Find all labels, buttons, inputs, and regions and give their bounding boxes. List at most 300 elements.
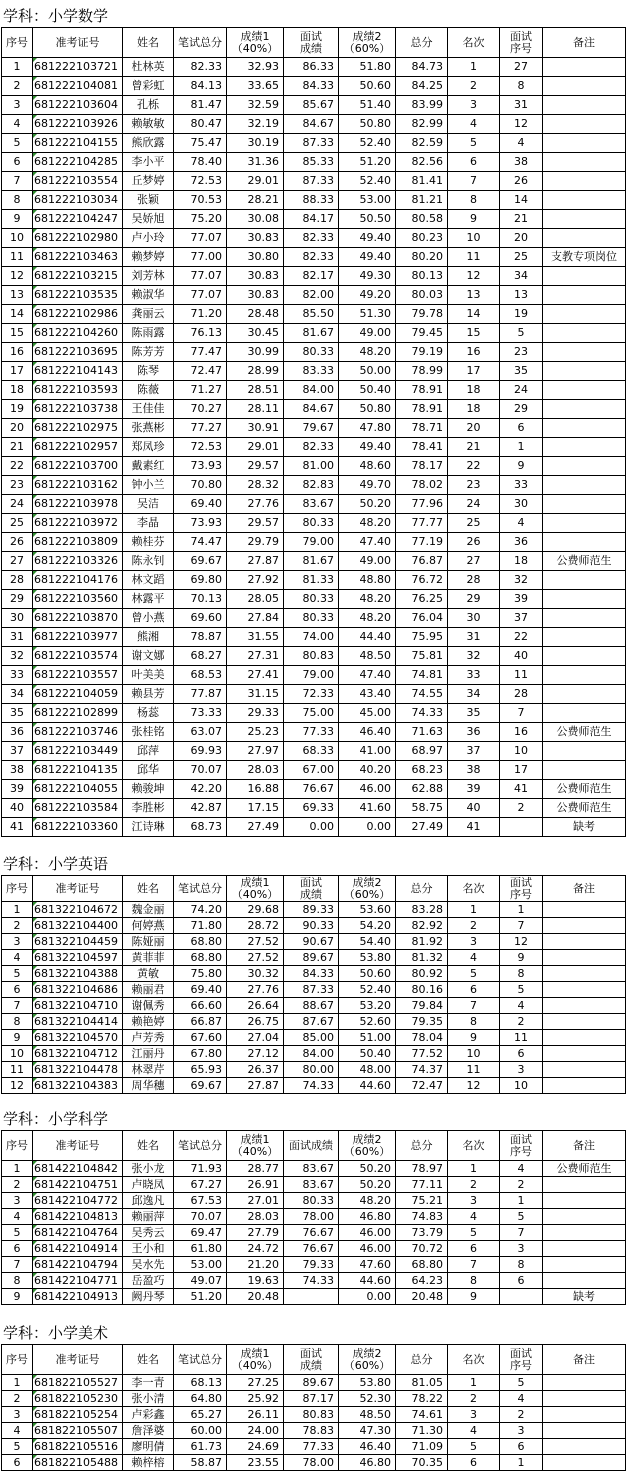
col-rank: [448, 876, 500, 902]
interview-cell: 85.00: [284, 1030, 339, 1046]
note-cell: [543, 495, 626, 514]
seq-cell: 24: [2, 495, 33, 514]
name-cell: 詹泽婆: [123, 1423, 174, 1439]
score2-cell: 53.20: [339, 998, 396, 1014]
seq-cell: 4: [2, 115, 33, 134]
score2-cell: 51.00: [339, 1030, 396, 1046]
table-row: [2, 628, 626, 647]
interview-cell: 84.17: [284, 210, 339, 229]
written-cell: 82.33: [174, 58, 227, 77]
rank-cell: 31: [448, 628, 500, 647]
seq-cell: 4: [2, 950, 33, 966]
written-cell: 65.27: [174, 1407, 227, 1423]
total-cell: 74.81: [396, 666, 448, 685]
col-interview-order-label: 序号: [510, 41, 532, 55]
subject-section: [0, 1322, 626, 1471]
score1-cell: 26.64: [227, 998, 284, 1014]
score1-cell: 29.57: [227, 457, 284, 476]
exam-id-cell: 681222103560: [33, 590, 123, 609]
interview-cell: 86.33: [284, 58, 339, 77]
seq-cell: 38: [2, 761, 33, 780]
score2-cell: 47.80: [339, 419, 396, 438]
score1-cell: 30.99: [227, 343, 284, 362]
score2-cell: 50.80: [339, 400, 396, 419]
score2-cell: 44.60: [339, 1273, 396, 1289]
interview-order-cell: 5: [500, 324, 543, 343]
exam-id-cell: 681222104176: [33, 571, 123, 590]
written-cell: 77.27: [174, 419, 227, 438]
interview-cell: 82.17: [284, 267, 339, 286]
seq-cell: 7: [2, 1257, 33, 1273]
rank-cell: 2: [448, 918, 500, 934]
interview-order-cell: 1: [500, 1455, 543, 1471]
total-cell: 80.20: [396, 248, 448, 267]
interview-cell: 82.33: [284, 438, 339, 457]
table-row: [2, 533, 626, 552]
interview-cell: 81.33: [284, 571, 339, 590]
written-cell: 68.80: [174, 934, 227, 950]
table-row: [2, 514, 626, 533]
table-row: [2, 96, 626, 115]
exam-id-cell: 681222103738: [33, 400, 123, 419]
name-cell: 赖敏敏: [123, 115, 174, 134]
seq-cell: 8: [2, 1014, 33, 1030]
exam-id-cell: 681322104710: [33, 998, 123, 1014]
name-cell: 陈娅丽: [123, 934, 174, 950]
name-cell: 张小龙: [123, 1161, 174, 1177]
table-row: [2, 666, 626, 685]
total-cell: 68.97: [396, 742, 448, 761]
note-cell: [543, 172, 626, 191]
table-row: [2, 286, 626, 305]
total-cell: 83.28: [396, 902, 448, 918]
written-cell: 64.80: [174, 1391, 227, 1407]
rank-cell: 39: [448, 780, 500, 799]
col-score2-label: 成绩2: [352, 1132, 382, 1146]
exam-id-cell: 681222103215: [33, 267, 123, 286]
exam-id-cell: 681322104478: [33, 1062, 123, 1078]
total-cell: 71.63: [396, 723, 448, 742]
written-cell: 66.87: [174, 1014, 227, 1030]
score1-cell: 24.00: [227, 1423, 284, 1439]
name-cell: 张燕彬: [123, 419, 174, 438]
table-row: [2, 305, 626, 324]
interview-cell: 89.67: [284, 950, 339, 966]
note-cell: [543, 343, 626, 362]
interview-order-cell: 8: [500, 77, 543, 96]
seq-cell: 1: [2, 58, 33, 77]
note-cell: [543, 457, 626, 476]
note-cell: [543, 1423, 626, 1439]
name-cell: 黄菲菲: [123, 950, 174, 966]
col-interview-order-label: 序号: [510, 887, 532, 901]
col-exam-id-label: 准考证号: [55, 1352, 100, 1366]
score1-cell: 30.45: [227, 324, 284, 343]
total-cell: 64.23: [396, 1273, 448, 1289]
col-name: [123, 1131, 174, 1161]
note-cell: [543, 1177, 626, 1193]
note-cell: [543, 400, 626, 419]
rank-cell: 5: [448, 134, 500, 153]
score1-cell: 27.31: [227, 647, 284, 666]
rank-cell: 6: [448, 982, 500, 998]
score2-cell: 49.00: [339, 324, 396, 343]
rank-cell: 28: [448, 571, 500, 590]
col-written-label: 笔试总分: [178, 35, 222, 49]
table-row: [2, 1439, 626, 1455]
rank-cell: 15: [448, 324, 500, 343]
written-cell: 71.93: [174, 1161, 227, 1177]
note-cell: [543, 115, 626, 134]
rank-cell: 36: [448, 723, 500, 742]
col-rank-label: 名次: [462, 1352, 485, 1366]
score2-cell: 46.00: [339, 1241, 396, 1257]
interview-cell: 82.33: [284, 248, 339, 267]
name-cell: 陈芳芳: [123, 343, 174, 362]
col-interview-order: [500, 1131, 543, 1161]
col-interview-order-label: 面试: [510, 1132, 532, 1146]
rank-cell: 32: [448, 647, 500, 666]
col-interview-label: 面试: [300, 1346, 322, 1360]
col-name: [123, 1345, 174, 1375]
name-cell: 江诗琳: [123, 818, 174, 837]
total-cell: 76.04: [396, 609, 448, 628]
interview-order-cell: 39: [500, 590, 543, 609]
score2-cell: 50.40: [339, 381, 396, 400]
name-cell: 赖梦婷: [123, 248, 174, 267]
total-cell: 78.99: [396, 362, 448, 381]
interview-order-cell: 3: [500, 1423, 543, 1439]
exam-id-cell: 681222104081: [33, 77, 123, 96]
written-cell: 70.27: [174, 400, 227, 419]
seq-cell: 6: [2, 982, 33, 998]
score1-cell: 26.37: [227, 1062, 284, 1078]
total-cell: 76.87: [396, 552, 448, 571]
rank-cell: 6: [448, 1241, 500, 1257]
score2-cell: 43.40: [339, 685, 396, 704]
exam-id-cell: 681822105254: [33, 1407, 123, 1423]
table-row: [2, 419, 626, 438]
interview-order-cell: 25: [500, 248, 543, 267]
interview-order-cell: 1: [500, 902, 543, 918]
written-cell: 70.80: [174, 476, 227, 495]
table-row: [2, 1209, 626, 1225]
exam-id-cell: 681322104570: [33, 1030, 123, 1046]
score1-cell: 20.48: [227, 1289, 284, 1305]
rank-cell: 12: [448, 1078, 500, 1094]
col-score2: [339, 1131, 396, 1161]
exam-id-cell: 681822105507: [33, 1423, 123, 1439]
rank-cell: 4: [448, 1423, 500, 1439]
note-cell: [543, 286, 626, 305]
seq-cell: 15: [2, 324, 33, 343]
seq-cell: 3: [2, 96, 33, 115]
col-score2-label: （60%）: [343, 1358, 391, 1372]
total-cell: 70.72: [396, 1241, 448, 1257]
note-cell: [543, 1241, 626, 1257]
seq-cell: 18: [2, 381, 33, 400]
table-row: [2, 742, 626, 761]
score2-cell: 47.30: [339, 1423, 396, 1439]
interview-cell: 84.33: [284, 966, 339, 982]
table-row: [2, 799, 626, 818]
rank-cell: 1: [448, 1161, 500, 1177]
rank-cell: 17: [448, 362, 500, 381]
name-cell: 赖骏坤: [123, 780, 174, 799]
rank-cell: 38: [448, 761, 500, 780]
total-cell: 82.92: [396, 918, 448, 934]
interview-order-cell: 7: [500, 704, 543, 723]
score2-cell: 47.40: [339, 533, 396, 552]
interview-cell: 77.33: [284, 1439, 339, 1455]
total-cell: 78.71: [396, 419, 448, 438]
table-row: [2, 1391, 626, 1407]
total-cell: 68.80: [396, 1257, 448, 1273]
interview-cell: 83.33: [284, 362, 339, 381]
written-cell: 68.13: [174, 1375, 227, 1391]
exam-id-cell: 681222103721: [33, 58, 123, 77]
total-cell: 78.91: [396, 381, 448, 400]
note-cell: [543, 742, 626, 761]
interview-order-cell: 6: [500, 1046, 543, 1062]
rank-cell: 9: [448, 1289, 500, 1305]
score1-cell: 31.36: [227, 153, 284, 172]
interview-order-cell: 3: [500, 1062, 543, 1078]
col-exam-id-label: 准考证号: [55, 881, 100, 895]
table-header-row: [2, 1131, 626, 1161]
col-name-label: 姓名: [137, 1138, 159, 1152]
col-written: [174, 876, 227, 902]
name-cell: 李一青: [123, 1375, 174, 1391]
col-score1-label: 成绩1: [240, 1132, 270, 1146]
seq-cell: 7: [2, 172, 33, 191]
written-cell: 66.60: [174, 998, 227, 1014]
rank-cell: 6: [448, 1455, 500, 1471]
exam-id-cell: 681222103593: [33, 381, 123, 400]
interview-order-cell: 4: [500, 514, 543, 533]
interview-order-cell: 4: [500, 998, 543, 1014]
score1-cell: 28.03: [227, 761, 284, 780]
note-cell: [543, 761, 626, 780]
name-cell: 杜林英: [123, 58, 174, 77]
note-cell: [543, 666, 626, 685]
col-score2: [339, 1345, 396, 1375]
rank-cell: 1: [448, 1375, 500, 1391]
rank-cell: 21: [448, 438, 500, 457]
exam-id-cell: 681422104794: [33, 1257, 123, 1273]
rank-cell: 24: [448, 495, 500, 514]
interview-order-cell: 2: [500, 1407, 543, 1423]
exam-id-cell: 681322104459: [33, 934, 123, 950]
score1-cell: 28.48: [227, 305, 284, 324]
seq-cell: 35: [2, 704, 33, 723]
score1-cell: 27.52: [227, 934, 284, 950]
seq-cell: 23: [2, 476, 33, 495]
col-seq-label: 序号: [6, 1352, 28, 1366]
rank-cell: 7: [448, 1257, 500, 1273]
written-cell: 73.93: [174, 457, 227, 476]
score2-cell: 48.80: [339, 571, 396, 590]
score1-cell: 30.08: [227, 210, 284, 229]
note-cell: [543, 58, 626, 77]
interview-order-cell: 9: [500, 457, 543, 476]
score2-cell: 52.40: [339, 134, 396, 153]
exam-id-cell: 681222102975: [33, 419, 123, 438]
name-cell: 谢文娜: [123, 647, 174, 666]
total-cell: 79.19: [396, 343, 448, 362]
exam-id-cell: 681822105488: [33, 1455, 123, 1471]
total-cell: 82.99: [396, 115, 448, 134]
score1-cell: 29.01: [227, 172, 284, 191]
total-cell: 71.09: [396, 1439, 448, 1455]
rank-cell: 2: [448, 77, 500, 96]
note-cell: [543, 514, 626, 533]
exam-id-cell: 681222102986: [33, 305, 123, 324]
col-score1-label: （40%）: [231, 1144, 279, 1158]
seq-cell: 31: [2, 628, 33, 647]
col-interview-order-label: 序号: [510, 1144, 532, 1158]
seq-cell: 1: [2, 1375, 33, 1391]
exam-id-cell: 681322104414: [33, 1014, 123, 1030]
written-cell: 42.20: [174, 780, 227, 799]
interview-order-cell: 7: [500, 1225, 543, 1241]
score1-cell: 28.03: [227, 1209, 284, 1225]
note-cell: 公费师范生: [543, 552, 626, 571]
col-name: [123, 876, 174, 902]
rank-cell: 14: [448, 305, 500, 324]
table-row: [2, 1273, 626, 1289]
interview-cell: 82.00: [284, 286, 339, 305]
interview-cell: 89.67: [284, 1375, 339, 1391]
table-row: [2, 950, 626, 966]
note-cell: 缺考: [543, 818, 626, 837]
col-name-label: 姓名: [137, 1352, 159, 1366]
rank-cell: 20: [448, 419, 500, 438]
interview-cell: 79.00: [284, 666, 339, 685]
col-interview-order-label: 面试: [510, 1346, 532, 1360]
written-cell: 69.40: [174, 982, 227, 998]
score1-cell: 32.93: [227, 58, 284, 77]
written-cell: 77.47: [174, 343, 227, 362]
score2-cell: 49.40: [339, 438, 396, 457]
score2-cell: 50.20: [339, 495, 396, 514]
total-cell: 81.41: [396, 172, 448, 191]
note-cell: [543, 1046, 626, 1062]
table-row: [2, 685, 626, 704]
exam-id-cell: 681222103809: [33, 533, 123, 552]
seq-cell: 2: [2, 77, 33, 96]
name-cell: 龚丽云: [123, 305, 174, 324]
name-cell: 陈永钊: [123, 552, 174, 571]
total-cell: 74.55: [396, 685, 448, 704]
seq-cell: 39: [2, 780, 33, 799]
total-cell: 80.23: [396, 229, 448, 248]
interview-order-cell: 16: [500, 723, 543, 742]
note-cell: [543, 267, 626, 286]
seq-cell: 11: [2, 1062, 33, 1078]
col-exam-id: [33, 1131, 123, 1161]
exam-id-cell: 681322104672: [33, 902, 123, 918]
total-cell: 78.91: [396, 400, 448, 419]
score1-cell: 30.32: [227, 966, 284, 982]
seq-cell: 40: [2, 799, 33, 818]
name-cell: 吴娇旭: [123, 210, 174, 229]
exam-id-cell: 681222104135: [33, 761, 123, 780]
score1-cell: 27.04: [227, 1030, 284, 1046]
note-cell: [543, 1439, 626, 1455]
interview-cell: 84.33: [284, 77, 339, 96]
col-seq: [2, 876, 33, 902]
col-interview: [284, 1345, 339, 1375]
interview-cell: 67.00: [284, 761, 339, 780]
name-cell: 赖丽君: [123, 982, 174, 998]
total-cell: 75.81: [396, 647, 448, 666]
note-cell: [543, 229, 626, 248]
written-cell: 69.80: [174, 571, 227, 590]
note-cell: [543, 902, 626, 918]
score1-cell: 26.75: [227, 1014, 284, 1030]
interview-order-cell: 18: [500, 552, 543, 571]
score2-cell: 46.00: [339, 1225, 396, 1241]
table-row: [2, 998, 626, 1014]
total-cell: 80.92: [396, 966, 448, 982]
name-cell: 江丽丹: [123, 1046, 174, 1062]
note-cell: [543, 1257, 626, 1273]
interview-order-cell: 12: [500, 934, 543, 950]
written-cell: 71.20: [174, 305, 227, 324]
col-interview-order: [500, 1345, 543, 1375]
col-seq-label: 序号: [6, 881, 28, 895]
table-row: [2, 210, 626, 229]
col-total-label: 总分: [410, 1352, 433, 1366]
exam-id-cell: 681222103870: [33, 609, 123, 628]
table-row: [2, 343, 626, 362]
name-cell: 丘梦婷: [123, 172, 174, 191]
name-cell: 魏金丽: [123, 902, 174, 918]
score2-cell: 52.40: [339, 982, 396, 998]
interview-order-cell: 12: [500, 115, 543, 134]
name-cell: 卢芳秀: [123, 1030, 174, 1046]
interview-order-cell: 30: [500, 495, 543, 514]
exam-id-cell: 681222103034: [33, 191, 123, 210]
score1-cell: 29.01: [227, 438, 284, 457]
subject-title: 学科：小学数学: [3, 7, 109, 25]
col-score1: [227, 1131, 284, 1161]
total-cell: 62.88: [396, 780, 448, 799]
table-row: [2, 400, 626, 419]
score2-cell: 53.80: [339, 1375, 396, 1391]
written-cell: 68.27: [174, 647, 227, 666]
table-row: [2, 457, 626, 476]
exam-id-cell: 681322104388: [33, 966, 123, 982]
col-score1: [227, 1345, 284, 1375]
rank-cell: 27: [448, 552, 500, 571]
total-cell: 20.48: [396, 1289, 448, 1305]
written-cell: 51.20: [174, 1289, 227, 1305]
written-cell: 61.80: [174, 1241, 227, 1257]
score2-cell: 44.40: [339, 628, 396, 647]
written-cell: 63.07: [174, 723, 227, 742]
seq-cell: 10: [2, 229, 33, 248]
col-total: [396, 1131, 448, 1161]
rank-cell: 29: [448, 590, 500, 609]
col-rank-label: 名次: [462, 35, 485, 49]
note-cell: [543, 628, 626, 647]
exam-id-cell: 681222104260: [33, 324, 123, 343]
note-cell: [543, 381, 626, 400]
total-cell: 82.59: [396, 134, 448, 153]
written-cell: 76.13: [174, 324, 227, 343]
